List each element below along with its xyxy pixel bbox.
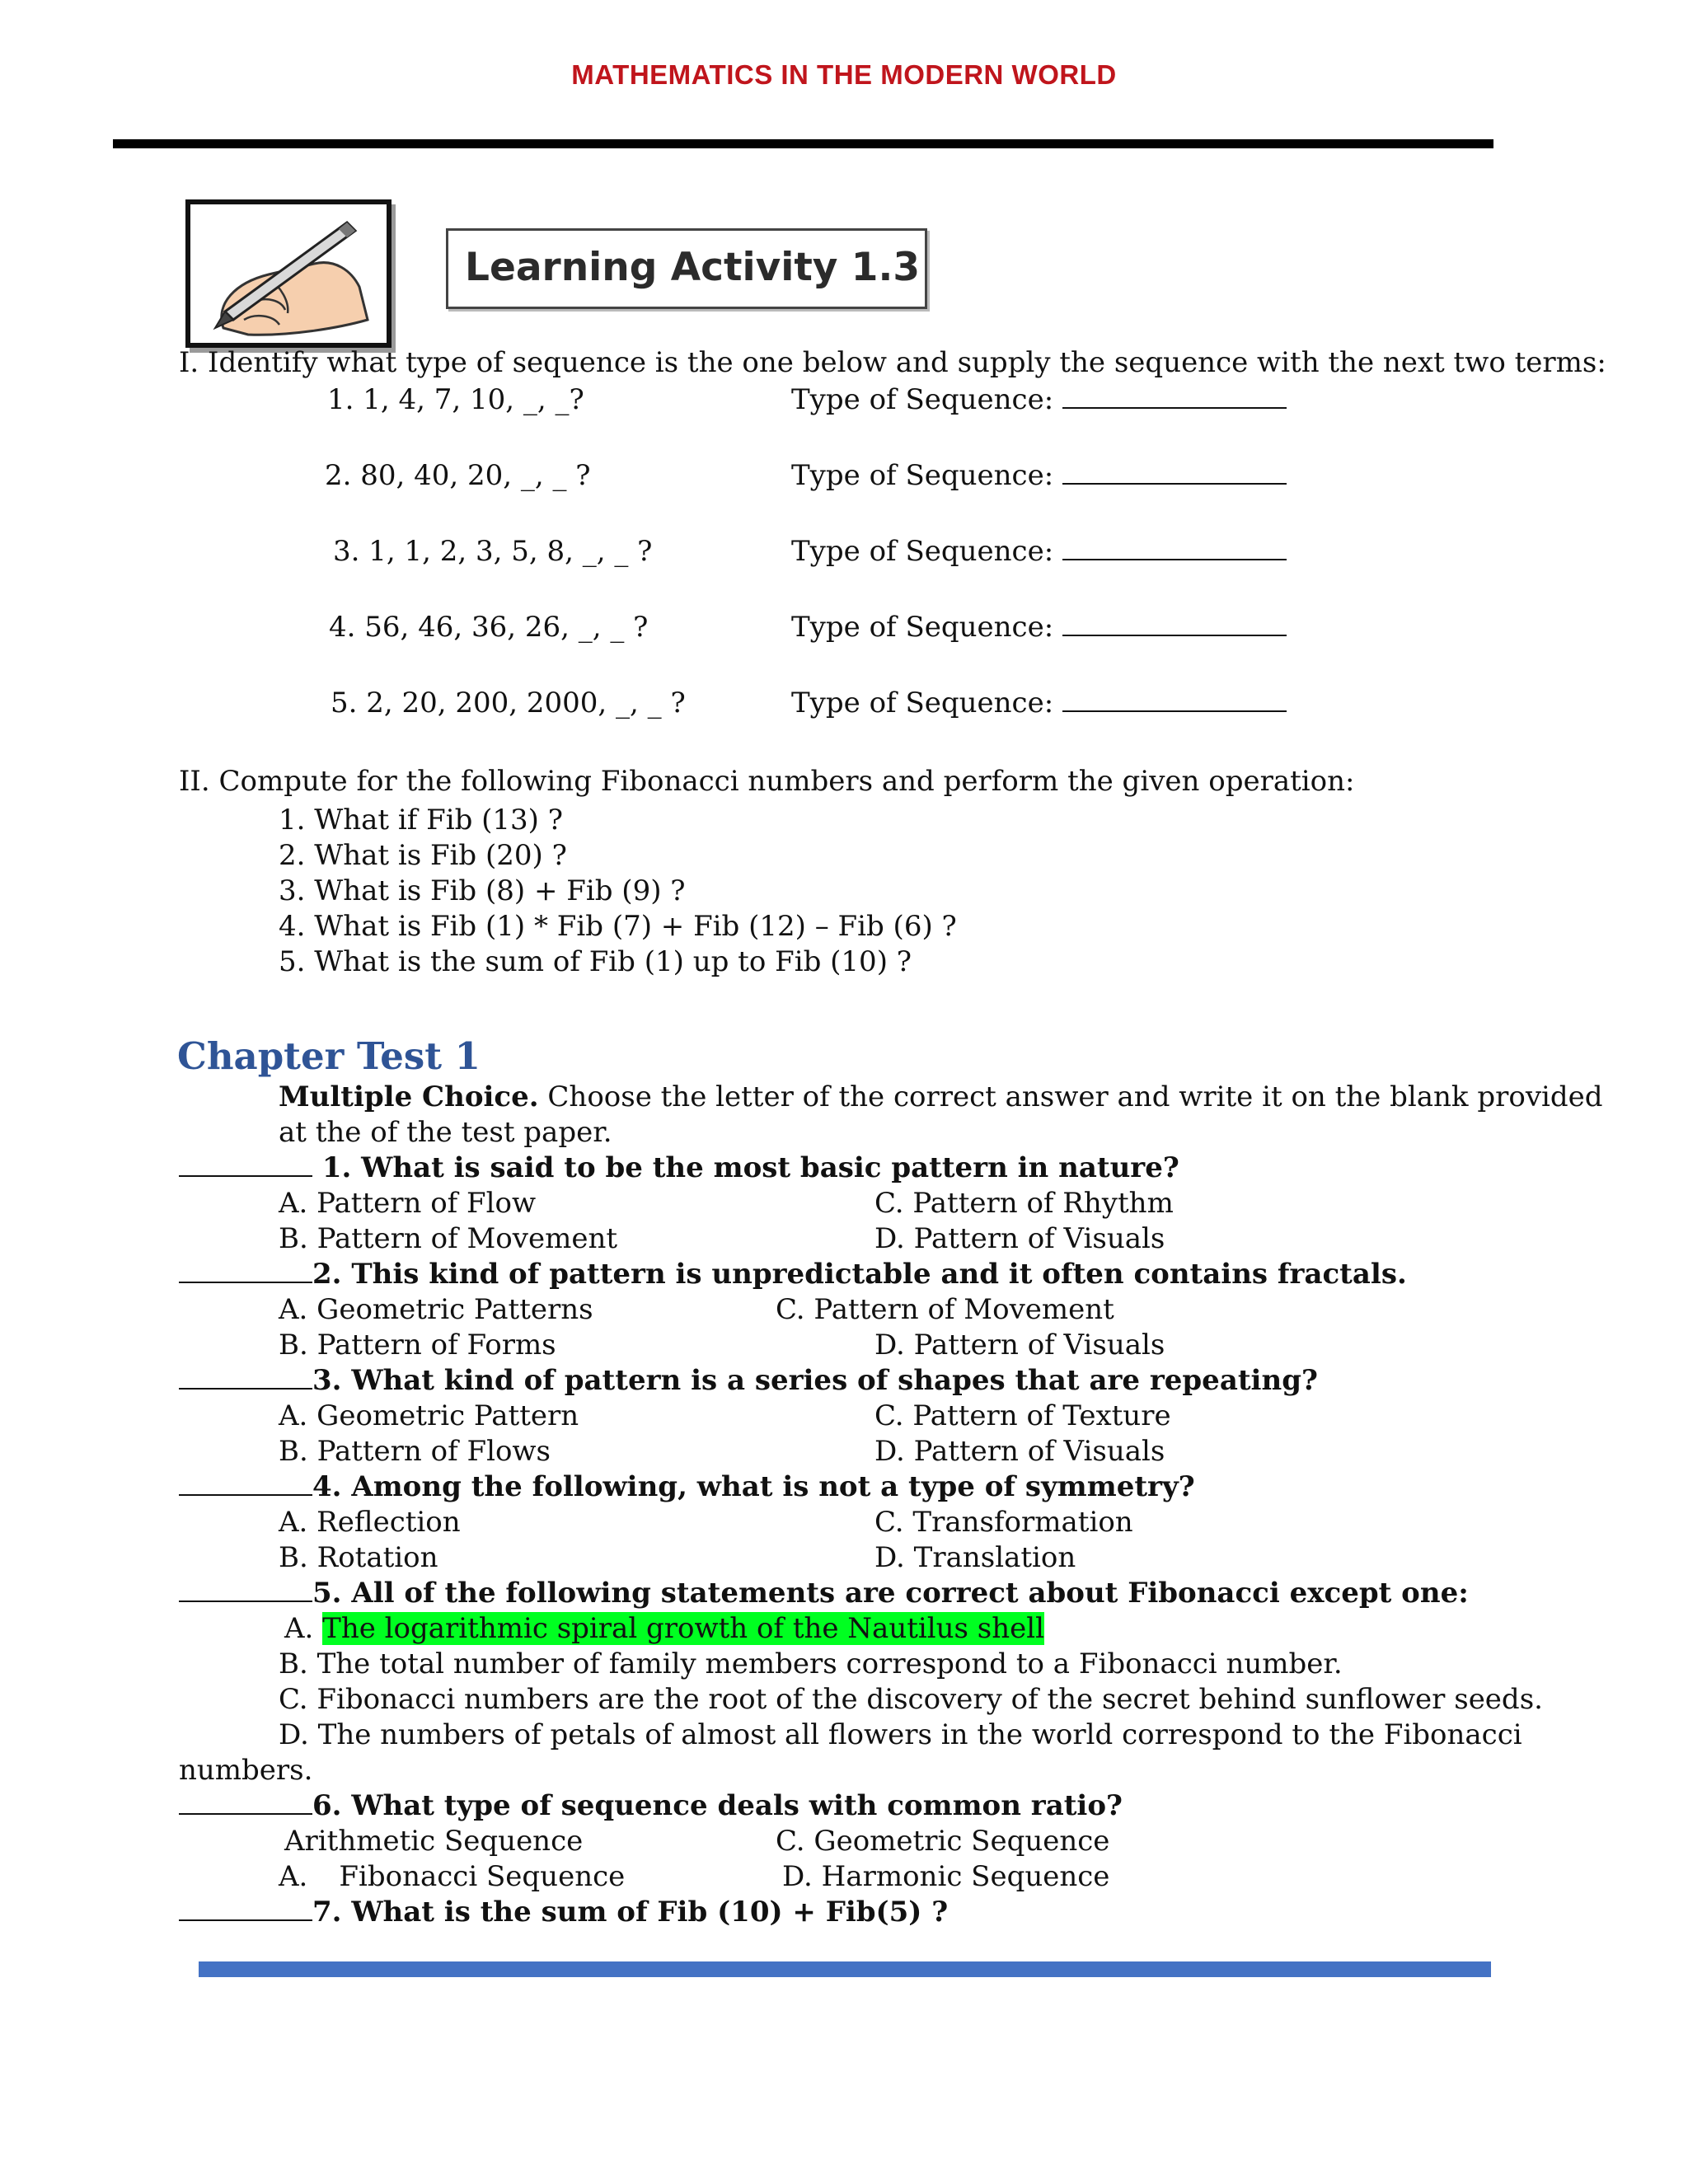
- answer-blank[interactable]: [1062, 687, 1287, 712]
- part2-item-5: 5. What is the sum of Fib (1) up to Fib (10) ?: [279, 945, 912, 978]
- q4-option-b: B. Rotation: [279, 1541, 438, 1574]
- q6-option-c: C. Geometric Sequence: [776, 1825, 1110, 1858]
- footer-rule: [199, 1961, 1491, 1977]
- answer-blank[interactable]: [1062, 460, 1287, 485]
- answer-blank[interactable]: [179, 1365, 312, 1390]
- q4-option-c: C. Transformation: [874, 1506, 1133, 1539]
- q5-option-d: D. The numbers of petals of almost all flowers in the world correspond to the Fibonacci: [279, 1718, 1522, 1751]
- part2-item-2: 2. What is Fib (20) ?: [279, 839, 567, 872]
- part1-item-4: 4. 56, 46, 36, 26, _, _ ?: [329, 611, 649, 644]
- type-of-sequence-3: Type of Sequence:: [791, 535, 1287, 568]
- q4-option-a: A. Reflection: [279, 1506, 461, 1539]
- question-4: 4. Among the following, what is not a type of symmetry?: [179, 1470, 1195, 1503]
- question-2: 2. This kind of pattern is unpredictable and it often contains fractals.: [179, 1258, 1407, 1291]
- q1-option-c: C. Pattern of Rhythm: [874, 1187, 1174, 1220]
- page-header-title: MATHEMATICS IN THE MODERN WORLD: [571, 59, 1117, 90]
- activity-title-box: [446, 228, 927, 309]
- part2-instruction: II. Compute for the following Fibonacci numbers and perform the given operation:: [179, 765, 1355, 798]
- q2-option-c: C. Pattern of Movement: [776, 1293, 1114, 1326]
- q5-option-b: B. The total number of family members correspond to a Fibonacci number.: [279, 1647, 1343, 1680]
- activity-title: Learning Activity 1.3: [465, 245, 921, 290]
- type-of-sequence-2: Type of Sequence:: [791, 459, 1287, 492]
- answer-blank[interactable]: [179, 1471, 312, 1496]
- answer-blank[interactable]: [179, 1790, 312, 1815]
- q5-option-c: C. Fibonacci numbers are the root of the discovery of the secret behind sunflower seeds.: [279, 1683, 1543, 1716]
- writing-hand-icon: [185, 199, 392, 348]
- q1-option-d: D. Pattern of Visuals: [874, 1222, 1165, 1255]
- type-of-sequence-4: Type of Sequence:: [791, 611, 1287, 644]
- answer-blank[interactable]: [1062, 384, 1287, 409]
- highlighted-answer: The logarithmic spiral growth of the Nautilus shell: [322, 1612, 1045, 1645]
- question-1: 1. What is said to be the most basic pattern in nature?: [179, 1151, 1179, 1184]
- part1-item-5: 5. 2, 20, 200, 2000, _, _ ?: [331, 687, 686, 719]
- part1-item-1: 1. 1, 4, 7, 10, _, _?: [327, 383, 584, 416]
- part1-item-2: 2. 80, 40, 20, _, _ ?: [325, 459, 591, 492]
- answer-blank[interactable]: [179, 1896, 312, 1921]
- chapter-title: Chapter Test 1: [177, 1034, 481, 1078]
- type-of-sequence-5: Type of Sequence:: [791, 687, 1287, 719]
- answer-blank[interactable]: [179, 1258, 312, 1283]
- q3-option-b: B. Pattern of Flows: [279, 1435, 551, 1468]
- answer-blank[interactable]: [179, 1152, 312, 1177]
- question-7: 7. What is the sum of Fib (10) + Fib(5) ?: [179, 1896, 948, 1929]
- q3-option-d: D. Pattern of Visuals: [874, 1435, 1165, 1468]
- q2-option-d: D. Pattern of Visuals: [874, 1329, 1165, 1361]
- answer-blank[interactable]: [1062, 612, 1287, 636]
- part2-item-1: 1. What if Fib (13) ?: [279, 804, 563, 837]
- mc-instructions-cont: at the of the test paper.: [279, 1116, 612, 1149]
- q1-option-b: B. Pattern of Movement: [279, 1222, 618, 1255]
- part2-item-3: 3. What is Fib (8) + Fib (9) ?: [279, 874, 686, 907]
- part1-item-3: 3. 1, 1, 2, 3, 5, 8, _, _ ?: [333, 535, 653, 568]
- q2-option-b: B. Pattern of Forms: [279, 1329, 556, 1361]
- part2-item-4: 4. What is Fib (1) * Fib (7) + Fib (12) – Fib (6) ?: [279, 910, 957, 943]
- q3-option-c: C. Pattern of Texture: [874, 1399, 1171, 1432]
- q2-option-a: A. Geometric Patterns: [279, 1293, 593, 1326]
- mc-instructions: Multiple Choice. Choose the letter of the correct answer and write it on the blank provided: [279, 1080, 1603, 1113]
- header-rule: [113, 139, 1493, 148]
- type-of-sequence-1: Type of Sequence:: [791, 383, 1287, 416]
- q6-option-b: A. Fibonacci Sequence: [279, 1860, 626, 1893]
- question-3: 3. What kind of pattern is a series of shapes that are repeating?: [179, 1364, 1318, 1397]
- part1-instruction: I. Identify what type of sequence is the one below and supply the sequence with the next two terms:: [179, 346, 1606, 379]
- q5-option-a: A. The logarithmic spiral growth of the Nautilus shell: [284, 1612, 1045, 1645]
- q4-option-d: D. Translation: [874, 1541, 1076, 1574]
- q5-option-d-cont: numbers.: [179, 1754, 313, 1787]
- q6-option-d: D. Harmonic Sequence: [782, 1860, 1110, 1893]
- q6-option-a: Arithmetic Sequence: [284, 1825, 584, 1858]
- q3-option-a: A. Geometric Pattern: [279, 1399, 579, 1432]
- question-6: 6. What type of sequence deals with common ratio?: [179, 1789, 1123, 1822]
- answer-blank[interactable]: [1062, 536, 1287, 560]
- answer-blank[interactable]: [179, 1577, 312, 1602]
- q1-option-a: A. Pattern of Flow: [279, 1187, 537, 1220]
- question-5: 5. All of the following statements are correct about Fibonacci except one:: [179, 1577, 1469, 1610]
